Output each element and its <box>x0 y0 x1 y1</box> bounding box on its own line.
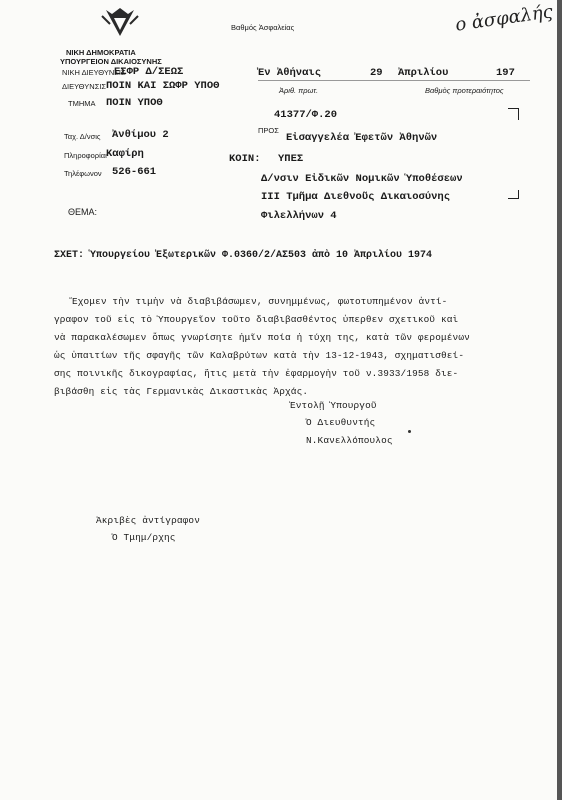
signature-line-1: Ἐντολῇ Ὑπουργοῦ <box>290 400 377 411</box>
reference-line: ΣΧΕΤ: Ὑπουργείου Ἐξωτερικῶν Φ.0360/2/ΑΣ503 ἀπὸ 10 Ἀπριλίου 1974 <box>54 250 433 261</box>
protocol-number: 41377/Φ.20 <box>274 109 338 121</box>
info-value: Καφίρη <box>106 148 144 160</box>
copy-line-1: Δ/νσιν Εἰδικῶν Νομικῶν Ὑποθέσεων <box>261 173 463 185</box>
date-underline <box>258 80 530 81</box>
address-value: Ἀνθίμου 2 <box>112 129 169 141</box>
letterhead-line-4-value: ΠΟΙΝ ΚΑΙ ΣΩΦΡ ΥΠΟΘ <box>106 80 220 92</box>
letterhead-line-3-value: ΕΣΦΡ Δ/ΣΕΩΣ <box>114 66 184 78</box>
body-line-1: Ἔχομεν τὴν τιμὴν νὰ διαβιβάσωμεν, συνημμένως, φωτοτυπημένον ἀντί- <box>72 296 448 307</box>
priority-corner-mark <box>518 108 519 120</box>
letterhead-line-5-value: ΠΟΙΝ ΥΠΟΘ <box>106 97 163 109</box>
copy-line-3: Φιλελλήνων 4 <box>261 210 337 222</box>
recipient-bracket <box>508 198 518 199</box>
to-label: ΠΡΟΣ <box>258 126 279 135</box>
address-label: Ταχ. Δ/νσις <box>64 132 101 141</box>
scan-speck <box>408 430 411 433</box>
letterhead-line-2: ΥΠΟΥΡΓΕΙΟΝ ΔΙΚΑΙΟΣΥΝΗΣ <box>60 57 162 66</box>
coat-of-arms-emblem <box>100 6 140 42</box>
classification-label: Βαθμός Ἀσφαλείας <box>231 23 295 32</box>
subject-label: ΘΕΜΑ: <box>68 207 98 217</box>
handwritten-annotation: ο ἀσφαλής <box>454 1 555 36</box>
certification-line-2: Ὁ Τμημ/ρχης <box>112 532 176 543</box>
copy-label: ΚΟΙΝ: <box>229 153 261 165</box>
date-year: 197 <box>496 67 515 79</box>
priority-label: Βαθμὸς προτεραιότητος <box>425 86 504 95</box>
body-line-4: ὡς ὑπαιτίων τῆς σφαγῆς τῶν Καλαβρύτων κατὰ τὴν 13-12-1943, σχηματισθεί- <box>54 350 465 361</box>
phone-value: 526-661 <box>112 166 157 178</box>
date-month: Ἀπριλίου <box>398 67 449 79</box>
body-line-6: βιβάσθη εἰς τὰς Γερμανικὰς Δικαστικὰς Ἀρχάς. <box>54 386 309 397</box>
copy-line-2: ΙΙΙ Τμῆμα Διεθνοῦς Δικαιοσύνης <box>261 191 451 203</box>
body-line-5: σης ποινικῆς δικογραφίας, ἥτις μετὰ τὴν ἐφαρμογὴν τοῦ ν.3933/1958 διε- <box>54 368 459 379</box>
scan-edge <box>557 0 562 800</box>
signature-line-2: Ὁ Διευθυντής <box>306 417 376 428</box>
to-value: Εἰσαγγελέα Ἐφετῶν Ἀθηνῶν <box>286 132 438 144</box>
info-label: Πληροφορίαι <box>64 151 107 160</box>
letterhead-line-4-label: ΔΙΕΥΘΥΝΣΙΣ <box>62 82 107 91</box>
letterhead-line-1: ΝΙΚΗ ΔΗΜΟΚΡΑΤΙΑ <box>66 48 136 57</box>
letterhead-line-5-label: ΤΜΗΜΑ <box>68 99 96 108</box>
city: Ἐν Ἀθήναις <box>258 67 322 79</box>
signature-line-3: Ν.Κανελλόπουλος <box>306 435 393 446</box>
priority-corner-mark-top <box>508 108 518 109</box>
copy-value: ΥΠΕΣ <box>278 153 304 165</box>
phone-label: Τηλέφωνον <box>64 169 102 178</box>
date-day: 29 <box>370 67 383 79</box>
certification-line-1: Ἀκριβὲς ἀντίγραφον <box>96 515 200 526</box>
letterhead-line-3-label: ΝΙΚΗ ΔΙΕΥΘΥΝΣΙΣ <box>62 68 126 77</box>
body-line-2: γραφον τοῦ εἰς τὸ Ὑπουργεῖον τοῦτο διαβιβασθέντος ὑπερθεν σχετικοῦ καὶ <box>54 314 459 325</box>
body-line-3: νὰ παρακαλέσωμεν ὅπως γνωρίσητε ἡμῖν ποία ἡ τύχη της, κατὰ τῶν φερομένων <box>54 332 470 343</box>
protocol-label: Ἀριθ. πρωτ. <box>279 86 319 95</box>
recipient-bracket-side <box>518 190 519 199</box>
